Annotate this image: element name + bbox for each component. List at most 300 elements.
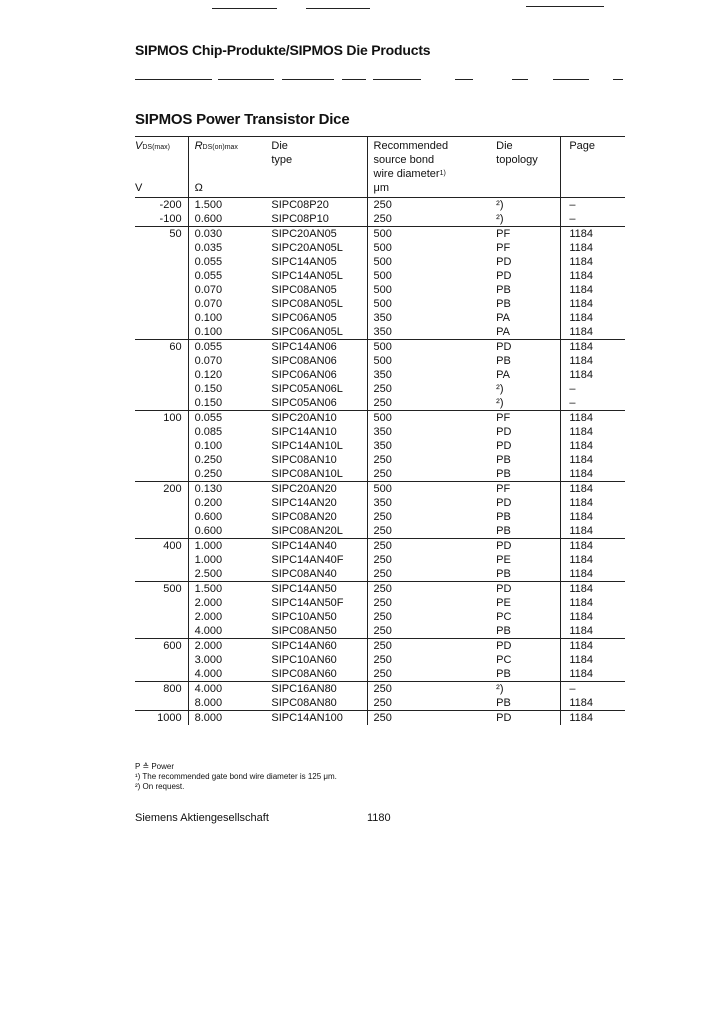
cell-bond-wire: 250	[367, 467, 490, 482]
cell-page: 1184	[561, 596, 625, 610]
table-row	[135, 255, 625, 269]
cell-die-type: SIPC08AN06	[271, 355, 337, 367]
cell-page: 1184	[561, 624, 625, 639]
cell-resistance: 0.070	[188, 354, 265, 368]
footnote-power: P ≙ Power	[135, 762, 175, 771]
cell-die-type: SIPC08AN05	[271, 284, 337, 296]
cell-voltage	[135, 269, 188, 283]
cell-bond-wire: 250	[367, 711, 490, 726]
cell-voltage	[135, 453, 188, 467]
col-header-die-type	[265, 137, 367, 182]
cell-voltage: 1000	[135, 711, 188, 726]
cell-die-type: SIPC14AN20	[271, 497, 337, 509]
footnote-gate-wire: ¹) The recommended gate bond wire diameter is 125 μm.	[135, 772, 337, 781]
cell-resistance: 0.200	[188, 496, 265, 510]
cell-bond-wire: 250	[367, 696, 490, 711]
cell-resistance: 0.600	[188, 510, 265, 524]
title-rule	[455, 79, 473, 80]
cell-page: 1184	[561, 653, 625, 667]
cell-voltage	[135, 667, 188, 682]
die-type-line1: Die	[271, 140, 288, 152]
cell-voltage: 400	[135, 539, 188, 554]
cell-voltage	[135, 553, 188, 567]
title-rule	[613, 79, 623, 80]
cell-resistance: 1.500	[188, 198, 265, 213]
cell-topology: PB	[496, 468, 511, 480]
cell-resistance: 0.250	[188, 453, 265, 467]
table-row	[135, 696, 625, 711]
cell-page: 1184	[561, 696, 625, 711]
cell-page: 1184	[561, 340, 625, 355]
cell-die-type: SIPC14AN60	[265, 639, 367, 654]
cell-voltage: -200	[159, 199, 182, 211]
cell-topology: PB	[496, 454, 511, 466]
cell-die-type: SIPC10AN50	[271, 611, 337, 623]
cell-bond-wire: 350	[367, 368, 490, 382]
page-line1: Page	[569, 140, 596, 152]
cell-page: 1184	[561, 425, 625, 439]
table-row	[135, 553, 625, 567]
table-row	[135, 524, 625, 539]
table-row	[135, 667, 625, 682]
cell-bond-wire: 500	[367, 354, 490, 368]
cell-voltage	[135, 653, 188, 667]
cell-resistance: 0.055	[188, 340, 265, 355]
cell-voltage	[135, 624, 188, 639]
cell-resistance: 0.100	[188, 439, 265, 453]
cell-page: 1184	[561, 297, 625, 311]
cell-resistance: 1.000	[188, 553, 265, 567]
footnotes	[135, 762, 337, 792]
cell-voltage	[135, 467, 188, 482]
cell-topology: ²)	[496, 397, 504, 409]
cell-voltage	[135, 283, 188, 297]
cell-resistance: 8.000	[188, 711, 265, 726]
cell-die-type: SIPC14AN50F	[271, 597, 344, 609]
cell-resistance: 0.085	[188, 425, 265, 439]
cell-page: 1184	[561, 467, 625, 482]
table-row	[135, 212, 625, 227]
cell-die-type: SIPC08AN20L	[271, 525, 343, 537]
cell-voltage	[135, 311, 188, 325]
table-row	[135, 510, 625, 524]
footer-page-number: 1180	[367, 812, 391, 824]
cell-die-type: SIPC08AN80	[271, 697, 337, 709]
cell-resistance: 4.000	[188, 667, 265, 682]
col-header-voltage	[135, 137, 188, 182]
cell-bond-wire: 250	[367, 624, 490, 639]
footer-company: Siemens Aktiengesellschaft	[135, 812, 269, 824]
cell-die-type: SIPC06AN05L	[271, 326, 343, 338]
cell-topology: PF	[490, 411, 561, 426]
cell-page: –	[561, 382, 625, 396]
cell-resistance: 0.055	[188, 411, 265, 426]
cell-voltage	[135, 368, 188, 382]
cell-topology: PD	[496, 270, 512, 282]
cell-resistance: 0.100	[188, 311, 265, 325]
cell-voltage	[135, 567, 188, 582]
cell-voltage: 600	[135, 639, 188, 654]
col-header-page	[561, 137, 625, 182]
cell-die-type: SIPC20AN20	[265, 482, 367, 497]
table-row	[135, 439, 625, 453]
cell-voltage	[135, 396, 188, 411]
unit-resistance: Ω	[188, 181, 265, 198]
resistance-subscript: DS(on)max	[202, 144, 238, 151]
cell-page: 1184	[561, 453, 625, 467]
cell-bond-wire: 350	[367, 439, 490, 453]
cell-page: 1184	[561, 411, 625, 426]
cell-bond-wire: 250	[367, 212, 490, 227]
cell-voltage: 200	[135, 482, 188, 497]
cell-bond-wire: 250	[367, 667, 490, 682]
table-row	[135, 682, 625, 697]
cell-resistance: 0.030	[188, 227, 265, 242]
table-row	[135, 639, 625, 654]
cell-die-type: SIPC20AN05	[265, 227, 367, 242]
cell-topology: ²)	[490, 682, 561, 697]
table-row	[135, 382, 625, 396]
cell-die-type: SIPC08P20	[271, 199, 329, 211]
cell-topology: PD	[490, 340, 561, 355]
table-row	[135, 567, 625, 582]
cell-topology: PB	[496, 697, 511, 709]
col-header-bond-wire	[367, 137, 490, 182]
cell-topology: ²)	[496, 383, 504, 395]
cell-page: 1184	[561, 368, 625, 382]
cell-die-type: SIPC20AN10	[265, 411, 367, 426]
cell-topology: PF	[496, 242, 511, 254]
cell-voltage	[135, 382, 188, 396]
topology-line1: Die	[496, 140, 513, 152]
table-row	[135, 610, 625, 624]
table-row	[135, 596, 625, 610]
top-rule	[526, 6, 604, 7]
cell-page: 1184	[561, 639, 625, 654]
cell-bond-wire: 250	[367, 553, 490, 567]
cell-page: 1184	[561, 325, 625, 340]
table-row	[135, 496, 625, 510]
table-row	[135, 624, 625, 639]
cell-resistance: 0.600	[188, 212, 265, 227]
cell-page: 1184	[561, 354, 625, 368]
cell-bond-wire: 250	[367, 653, 490, 667]
table-row	[135, 653, 625, 667]
cell-bond-wire: 250	[367, 567, 490, 582]
cell-resistance: 1.500	[188, 582, 265, 597]
cell-bond-wire: 250	[367, 198, 490, 213]
cell-topology: PD	[496, 497, 512, 509]
title-rule	[373, 79, 421, 80]
cell-die-type: SIPC14AN05L	[271, 270, 343, 282]
cell-die-type: SIPC06AN06	[271, 369, 337, 381]
cell-resistance: 0.600	[188, 524, 265, 539]
cell-topology: PE	[496, 554, 511, 566]
cell-topology: PC	[496, 611, 512, 623]
cell-voltage	[135, 610, 188, 624]
section-title: SIPMOS Power Transistor Dice	[135, 111, 350, 128]
table-row	[135, 354, 625, 368]
cell-page: –	[561, 396, 625, 411]
bond-wire-note: 1)	[439, 170, 446, 177]
cell-resistance: 0.250	[188, 467, 265, 482]
cell-bond-wire: 500	[367, 411, 490, 426]
cell-topology: PD	[490, 639, 561, 654]
cell-bond-wire: 350	[367, 311, 490, 325]
cell-resistance: 0.055	[188, 255, 265, 269]
cell-die-type: SIPC08AN10	[271, 454, 337, 466]
cell-resistance: 0.120	[188, 368, 265, 382]
cell-die-type: SIPC05AN06L	[271, 383, 343, 395]
title-rule	[282, 79, 334, 80]
table-row	[135, 467, 625, 482]
cell-resistance: 1.000	[188, 539, 265, 554]
cell-die-type: SIPC08AN40	[271, 568, 337, 580]
table-row	[135, 425, 625, 439]
top-rule	[212, 8, 277, 9]
cell-page: 1184	[561, 241, 625, 255]
cell-resistance: 4.000	[188, 682, 265, 697]
cell-topology: PD	[496, 426, 512, 438]
cell-voltage	[135, 241, 188, 255]
cell-resistance: 3.000	[188, 653, 265, 667]
cell-bond-wire: 500	[367, 269, 490, 283]
table-row	[135, 396, 625, 411]
cell-bond-wire: 250	[367, 453, 490, 467]
table-row	[135, 340, 625, 355]
cell-bond-wire: 250	[367, 596, 490, 610]
voltage-subscript: DS(max)	[142, 144, 170, 151]
cell-page: 1184	[561, 610, 625, 624]
cell-topology: PA	[496, 326, 511, 338]
cell-voltage: 100	[135, 411, 188, 426]
cell-die-type: SIPC08AN05L	[271, 298, 343, 310]
cell-topology: PD	[490, 711, 561, 726]
cell-voltage: 50	[135, 227, 188, 242]
cell-topology: PB	[496, 525, 511, 537]
cell-page: 1184	[561, 711, 625, 726]
bond-wire-line3-text: wire diameter	[373, 168, 440, 180]
cell-page: 1184	[561, 510, 625, 524]
title-rule	[512, 79, 528, 80]
cell-page: 1184	[561, 269, 625, 283]
cell-die-type: SIPC08AN50	[271, 625, 337, 637]
cell-page: 1184	[561, 582, 625, 597]
cell-topology: PF	[490, 482, 561, 497]
cell-bond-wire: 250	[367, 396, 490, 411]
cell-die-type: SIPC14AN10	[271, 426, 337, 438]
cell-voltage	[135, 297, 188, 311]
table-row	[135, 198, 625, 213]
cell-topology: ²)	[496, 199, 504, 211]
cell-bond-wire: 350	[367, 425, 490, 439]
cell-die-type: SIPC20AN05L	[271, 242, 343, 254]
cell-bond-wire: 350	[367, 325, 490, 340]
cell-topology: PC	[496, 654, 512, 666]
unit-page	[561, 181, 625, 198]
cell-voltage	[135, 496, 188, 510]
cell-topology: PB	[496, 625, 511, 637]
bond-wire-line2: source bond	[373, 154, 435, 166]
table-body	[135, 198, 625, 726]
cell-bond-wire: 250	[367, 539, 490, 554]
cell-resistance: 0.035	[188, 241, 265, 255]
title-rule	[135, 79, 212, 80]
cell-die-type: SIPC14AN50	[265, 582, 367, 597]
cell-die-type: SIPC06AN05	[271, 312, 337, 324]
cell-die-type: SIPC14AN06	[265, 340, 367, 355]
table-row	[135, 453, 625, 467]
table-row	[135, 368, 625, 382]
voltage-symbol: V	[135, 140, 143, 152]
cell-resistance: 0.150	[188, 396, 265, 411]
cell-die-type: SIPC08P10	[271, 213, 329, 225]
cell-page: 1184	[561, 439, 625, 453]
cell-page: 1184	[561, 255, 625, 269]
table-row	[135, 241, 625, 255]
cell-bond-wire: 500	[367, 241, 490, 255]
cell-page: 1184	[561, 539, 625, 554]
cell-voltage	[135, 510, 188, 524]
cell-page: 1184	[561, 482, 625, 497]
cell-resistance: 2.500	[188, 567, 265, 582]
table-row	[135, 539, 625, 554]
col-header-topology	[490, 137, 561, 182]
cell-topology: PB	[496, 668, 511, 680]
cell-topology: PD	[490, 582, 561, 597]
cell-resistance: 0.100	[188, 325, 265, 340]
cell-die-type: SIPC14AN40F	[271, 554, 344, 566]
cell-page: 1184	[561, 667, 625, 682]
cell-topology: PD	[496, 440, 512, 452]
die-products-table	[135, 136, 625, 725]
cell-topology: PB	[496, 298, 511, 310]
topology-line2: topology	[496, 154, 538, 166]
cell-bond-wire: 250	[367, 382, 490, 396]
cell-resistance: 2.000	[188, 610, 265, 624]
cell-die-type: SIPC14AN10L	[271, 440, 343, 452]
cell-resistance: 0.055	[188, 269, 265, 283]
table-row	[135, 297, 625, 311]
cell-topology: PB	[496, 355, 511, 367]
table-units-row	[135, 181, 625, 198]
cell-topology: ²)	[496, 213, 504, 225]
cell-bond-wire: 500	[367, 482, 490, 497]
cell-bond-wire: 500	[367, 340, 490, 355]
cell-bond-wire: 250	[367, 510, 490, 524]
bond-wire-line3	[374, 167, 491, 181]
page-title: SIPMOS Chip-Produkte/SIPMOS Die Products	[135, 42, 431, 58]
col-header-resistance	[188, 137, 265, 182]
cell-die-type: SIPC14AN05	[271, 256, 337, 268]
table-row	[135, 411, 625, 426]
cell-page: 1184	[561, 524, 625, 539]
table-row	[135, 582, 625, 597]
cell-bond-wire: 500	[367, 255, 490, 269]
cell-topology: PA	[496, 312, 511, 324]
table-row	[135, 269, 625, 283]
cell-voltage	[135, 354, 188, 368]
cell-voltage	[135, 696, 188, 711]
cell-voltage	[135, 325, 188, 340]
title-rule	[218, 79, 274, 80]
cell-die-type: SIPC08AN60	[271, 668, 337, 680]
cell-voltage: 60	[135, 340, 188, 355]
cell-page: 1184	[561, 311, 625, 325]
cell-voltage: -100	[159, 213, 182, 225]
cell-resistance: 0.150	[188, 382, 265, 396]
cell-topology: PF	[490, 227, 561, 242]
cell-resistance: 8.000	[188, 696, 265, 711]
cell-topology: PB	[496, 568, 511, 580]
cell-page: –	[561, 198, 625, 213]
cell-page: 1184	[561, 227, 625, 242]
unit-die-type	[265, 181, 367, 198]
table-row	[135, 227, 625, 242]
cell-die-type: SIPC14AN40	[265, 539, 367, 554]
cell-page: –	[561, 212, 625, 227]
cell-resistance: 0.070	[188, 297, 265, 311]
cell-topology: PE	[496, 597, 511, 609]
cell-voltage	[135, 425, 188, 439]
cell-resistance: 4.000	[188, 624, 265, 639]
cell-bond-wire: 250	[367, 610, 490, 624]
cell-voltage	[135, 524, 188, 539]
cell-resistance: 0.130	[188, 482, 265, 497]
cell-die-type: SIPC08AN20	[271, 511, 337, 523]
cell-page: –	[561, 682, 625, 697]
table-row	[135, 283, 625, 297]
unit-voltage: V	[135, 181, 188, 198]
cell-topology: PD	[496, 256, 512, 268]
table-row	[135, 711, 625, 726]
cell-bond-wire: 250	[367, 524, 490, 539]
die-type-line2: type	[271, 154, 293, 166]
cell-topology: PB	[496, 284, 511, 296]
cell-die-type: SIPC08AN10L	[271, 468, 343, 480]
cell-resistance: 0.070	[188, 283, 265, 297]
cell-die-type: SIPC16AN80	[265, 682, 367, 697]
cell-voltage	[135, 439, 188, 453]
cell-topology: PB	[496, 511, 511, 523]
cell-voltage	[135, 255, 188, 269]
cell-page: 1184	[561, 567, 625, 582]
cell-voltage: 500	[135, 582, 188, 597]
cell-page: 1184	[561, 283, 625, 297]
cell-die-type: SIPC10AN60	[271, 654, 337, 666]
footnote-on-request: ²) On request.	[135, 782, 185, 791]
cell-bond-wire: 250	[367, 682, 490, 697]
title-rule	[342, 79, 366, 80]
cell-die-type: SIPC05AN06	[271, 397, 337, 409]
title-rule	[553, 79, 589, 80]
cell-voltage: 800	[135, 682, 188, 697]
table-header-row	[135, 137, 625, 182]
cell-bond-wire: 250	[367, 582, 490, 597]
bond-wire-line1: Recommended	[373, 140, 449, 152]
cell-resistance: 2.000	[188, 596, 265, 610]
table-row	[135, 325, 625, 340]
cell-bond-wire: 250	[367, 639, 490, 654]
cell-bond-wire: 500	[367, 227, 490, 242]
cell-resistance: 2.000	[188, 639, 265, 654]
resistance-symbol: R	[194, 140, 203, 152]
cell-bond-wire: 500	[367, 283, 490, 297]
table-row	[135, 482, 625, 497]
cell-topology: PD	[490, 539, 561, 554]
cell-die-type: SIPC14AN100	[265, 711, 367, 726]
table-row	[135, 311, 625, 325]
